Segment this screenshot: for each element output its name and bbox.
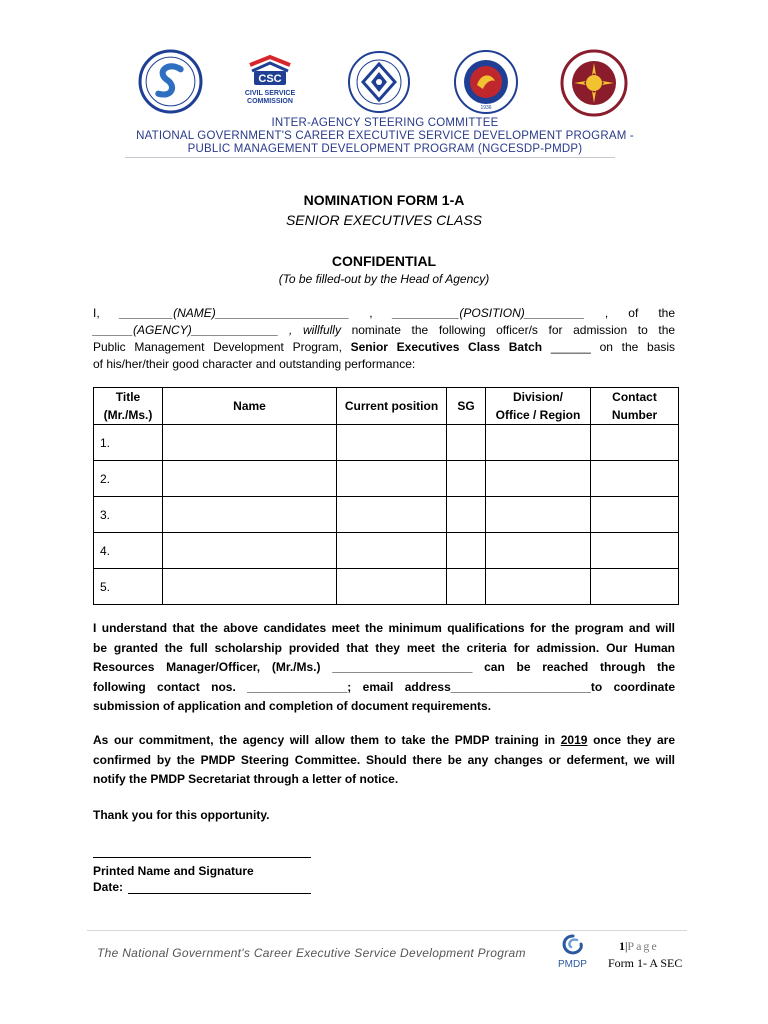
contact-cell[interactable] xyxy=(591,497,679,533)
division-cell[interactable] xyxy=(486,569,591,605)
col-contact-header xyxy=(591,388,679,425)
intro-text: , xyxy=(604,306,609,320)
header-text: (Mr./Ms.) xyxy=(103,408,153,422)
sg-cell[interactable] xyxy=(447,461,486,497)
csc-logo xyxy=(240,51,300,113)
intro-text: nominate xyxy=(351,323,401,337)
row-number: 5. xyxy=(94,569,163,605)
table-row xyxy=(94,533,679,569)
p2-line-1: I understand that the above candidates meet the minimum qualifications for the program and will xyxy=(93,621,675,635)
csc-logo-text: CSC xyxy=(258,73,282,85)
sg-cell[interactable] xyxy=(447,569,486,605)
intro-line-2 xyxy=(93,321,675,338)
ces-board-logo xyxy=(138,49,203,114)
p2-line-3: Resources Manager/Officer, (Mr./Ms.) _____________________ can be reached through the xyxy=(93,660,675,674)
header-line-3: PUBLIC MANAGEMENT DEVELOPMENT PROGRAM (NGCESDP-PMDP) xyxy=(187,143,583,155)
header-text: Title xyxy=(115,390,141,404)
nominee-table xyxy=(93,387,679,605)
col-division-header xyxy=(486,388,591,425)
form-code: Form 1- A SEC xyxy=(608,956,683,970)
name-cell[interactable] xyxy=(163,497,337,533)
header-divider xyxy=(125,157,615,158)
name-cell[interactable] xyxy=(163,425,337,461)
page-number-value: 1 xyxy=(619,939,625,953)
col-name-header: Name xyxy=(163,388,337,425)
intro-text: basis xyxy=(647,340,676,354)
nomination-statement xyxy=(93,304,675,372)
header-text: Number xyxy=(611,408,658,422)
table-row xyxy=(94,569,679,605)
header-text: Contact xyxy=(612,390,657,404)
division-cell[interactable] xyxy=(486,497,591,533)
contact-cell[interactable] xyxy=(591,533,679,569)
p2-line-5: submission of application and completion of document requirements. xyxy=(93,699,492,713)
contact-cell[interactable] xyxy=(591,461,679,497)
letterhead xyxy=(130,45,634,160)
form-subtitle: SENIOR EXECUTIVES CLASS xyxy=(285,212,483,228)
position-cell[interactable] xyxy=(337,497,447,533)
sg-cell[interactable] xyxy=(447,533,486,569)
intro-text: of xyxy=(628,306,639,320)
col-title-header xyxy=(94,388,163,425)
intro-text: on xyxy=(599,340,613,354)
col-sg-header: SG xyxy=(447,388,486,425)
name-cell[interactable] xyxy=(163,533,337,569)
csc-logo-sub2: COMMISSION xyxy=(247,98,293,105)
pmdp-logo-icon xyxy=(555,932,591,960)
confidential-heading: CONFIDENTIAL xyxy=(331,253,437,269)
position-cell[interactable] xyxy=(337,461,447,497)
pmdp-logo-text: PMDP xyxy=(558,959,587,970)
position-cell[interactable] xyxy=(337,569,447,605)
name-cell[interactable] xyxy=(163,461,337,497)
row-number: 1. xyxy=(94,425,163,461)
table-header-row xyxy=(94,388,679,425)
intro-text: Public xyxy=(93,340,126,354)
dap-seal xyxy=(347,50,411,114)
dof-seal xyxy=(560,49,628,117)
footer-program-text: The National Government's Career Executive Service Development Program xyxy=(97,946,526,960)
position-cell[interactable] xyxy=(337,533,447,569)
intro-line-4: of his/her/their good character and outstanding performance: xyxy=(93,357,416,371)
sg-cell[interactable] xyxy=(447,425,486,461)
form-title: NOMINATION FORM 1-A xyxy=(303,192,465,208)
division-cell[interactable] xyxy=(486,461,591,497)
header-line-1: INTER-AGENCY STEERING COMMITTEE xyxy=(271,117,499,129)
sg-cell[interactable] xyxy=(447,497,486,533)
page-word: Page xyxy=(627,939,659,953)
batch-label: Senior Executives Class Batch xyxy=(350,340,543,354)
row-number: 3. xyxy=(94,497,163,533)
intro-text: , xyxy=(369,306,373,320)
dbm-year: 1936 xyxy=(480,105,492,111)
intro-text: Development xyxy=(213,340,284,354)
p2-line-2: be granted the full scholarship provided that they meet the criteria for admission. Our Human xyxy=(93,640,675,655)
header-text: Office / Region xyxy=(495,408,581,422)
intro-text: the xyxy=(621,340,639,354)
intro-text: the xyxy=(658,306,676,320)
name-cell[interactable] xyxy=(163,569,337,605)
agency-blank[interactable]: ______(AGENCY)_____________ , willfully xyxy=(93,323,341,337)
p3-line-3: notify the PMDP Secretariat through a letter of notice. xyxy=(93,772,399,786)
contact-cell[interactable] xyxy=(591,569,679,605)
thank-you-line: Thank you for this opportunity. xyxy=(93,808,270,822)
p3-text: once they are xyxy=(593,733,676,747)
page-number xyxy=(619,939,659,954)
p3-line-1 xyxy=(93,731,675,751)
intro-text: Management xyxy=(134,340,205,354)
intro-line-1 xyxy=(93,304,675,321)
footer-divider xyxy=(87,930,687,931)
intro-text: I, xyxy=(93,306,100,320)
position-blank[interactable]: __________(POSITION)_________ xyxy=(392,306,585,320)
qualification-statement xyxy=(93,619,675,717)
p3-line-2: confirmed by the PMDP Steering Committee. Should there be any changes or deferment, we will xyxy=(93,752,675,767)
intro-text: for xyxy=(548,323,563,337)
intro-text: to xyxy=(637,323,648,337)
page-separator: | xyxy=(625,939,628,953)
intro-text: officer/s xyxy=(496,323,538,337)
intro-text: admission xyxy=(573,323,628,337)
header-line-2: NATIONAL GOVERNMENT'S CAREER EXECUTIVE SERVICE DEVELOPMENT PROGRAM - xyxy=(136,130,634,142)
p2-line-4: following contact nos. _______________; email address_____________________to coordinate xyxy=(93,679,675,694)
division-cell[interactable] xyxy=(486,425,591,461)
training-year: 2019 xyxy=(560,733,588,747)
row-number: 4. xyxy=(94,533,163,569)
commitment-statement xyxy=(93,731,675,790)
table-row xyxy=(94,425,679,461)
division-cell[interactable] xyxy=(486,533,591,569)
intro-text: following xyxy=(438,323,486,337)
signature-line[interactable] xyxy=(93,857,311,858)
signature-label: Printed Name and Signature xyxy=(93,864,254,878)
dbm-seal xyxy=(453,49,519,115)
csc-logo-sub1: CIVIL SERVICE xyxy=(244,90,296,97)
intro-line-3 xyxy=(93,338,675,355)
contact-cell[interactable] xyxy=(591,425,679,461)
agency-logos xyxy=(130,45,610,120)
date-label: Date: xyxy=(93,880,124,894)
intro-text: Program, xyxy=(292,340,342,354)
confidential-note: (To be filled-out by the Head of Agency) xyxy=(278,272,490,286)
batch-blank[interactable]: ______ xyxy=(550,340,591,354)
intro-text: the xyxy=(658,323,676,337)
position-cell[interactable] xyxy=(337,425,447,461)
table-row xyxy=(94,497,679,533)
col-position-header: Current position xyxy=(337,388,447,425)
header-text: Division/ xyxy=(512,390,563,404)
intro-text: the xyxy=(411,323,429,337)
table-row xyxy=(94,461,679,497)
row-number: 2. xyxy=(94,461,163,497)
name-blank[interactable]: ________(NAME)____________________ xyxy=(119,306,350,320)
p3-text: As our commitment, the agency will allow them to take the PMDP training in xyxy=(93,733,556,747)
date-line[interactable] xyxy=(128,893,311,894)
